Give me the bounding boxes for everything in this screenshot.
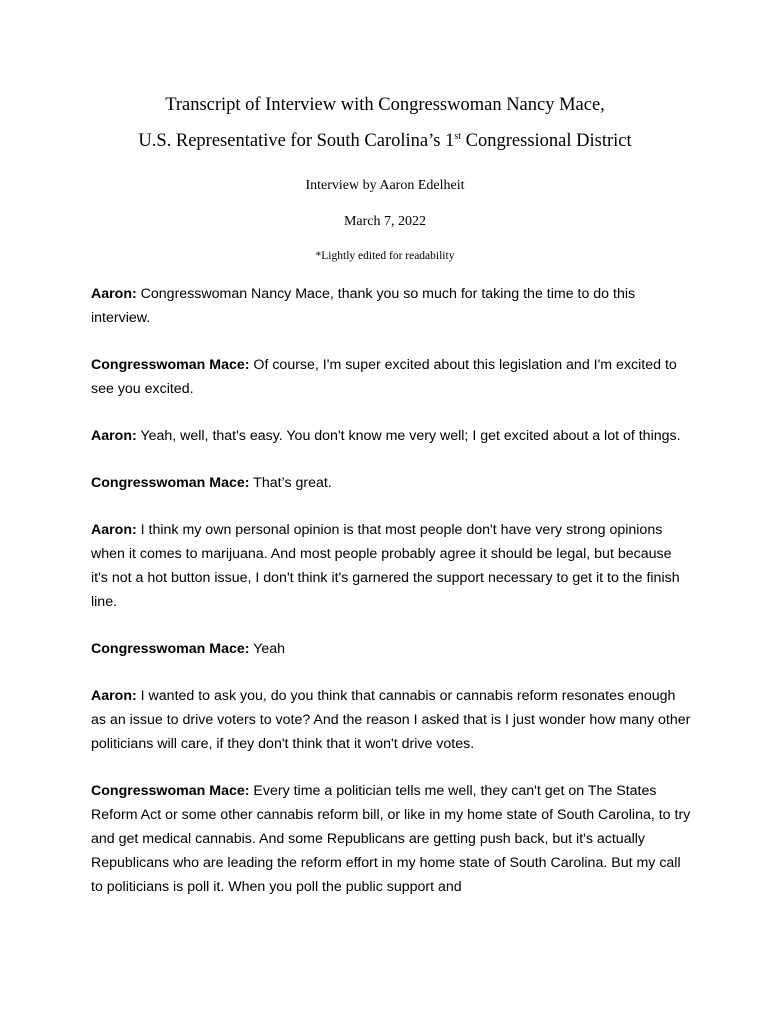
transcript-paragraph [91,684,691,756]
title-line-2-end: Congressional District [461,131,632,151]
transcript-paragraph [91,779,691,899]
title-line-2-start: U.S. Representative for South Carolina’s 1 [138,131,455,151]
transcript-paragraph [91,424,691,448]
transcript-paragraph [91,637,691,661]
speech-text: I wanted to ask you, do you think that cannabis or cannabis reform resonates enough as an issue to drive voters to vote? And the reason I asked that is I just wonder how many other politicians will care, if they don't think that it won't drive votes. [91,688,691,752]
speech-text: Of course, I'm super excited about this legislation and I'm excited to see you excited. [91,357,677,397]
transcript-paragraph [91,518,691,614]
speaker-label: Aaron: [91,522,137,538]
speaker-label: Aaron: [91,688,137,704]
title-line-1: Transcript of Interview with Congresswoman Nancy Mace, [165,95,605,115]
transcript-paragraph [91,353,691,401]
transcript-paragraph [91,282,691,330]
speaker-label: Congresswoman Mace: [91,783,250,799]
speaker-label: Congresswoman Mace: [91,475,250,491]
speech-text: That’s great. [249,475,332,491]
speech-text: I think my own personal opinion is that most people don't have very strong opinions when it comes to marijuana. And most people probably agree it should be legal, but because it's not a hot button issue, I don't think it's garnered the support necessary to get it to the finish line. [91,522,680,610]
speech-text: Yeah [249,641,285,657]
speaker-label: Congresswoman Mace: [91,641,250,657]
interview-date: March 7, 2022 [343,214,427,229]
speech-text: Every time a politician tells me well, they can't get on The States Reform Act or some other cannabis reform bill, or like in my home state of South Carolina, to try and get medical cannabis. And some Republicans are getting push back, but it's actually Republicans who are leading the reform effort in my home state of South Carolina. But my call to politicians is poll it. When you poll the public support and [91,783,691,895]
interviewer-line: Interview by Aaron Edelheit [305,178,465,193]
speaker-label: Aaron: [91,428,137,444]
transcript-body [91,282,691,922]
speech-text: Yeah, well, that's easy. You don't know me very well; I get excited about a lot of things. [136,428,681,444]
speech-text: Congresswoman Nancy Mace, thank you so much for taking the time to do this interview. [91,286,636,326]
transcript-paragraph [91,471,691,495]
edit-note: *Lightly edited for readability [315,250,455,262]
ordinal-suffix: st [454,130,462,142]
speaker-label: Congresswoman Mace: [91,357,250,373]
title-line-2 [0,131,770,152]
speaker-label: Aaron: [91,286,137,302]
